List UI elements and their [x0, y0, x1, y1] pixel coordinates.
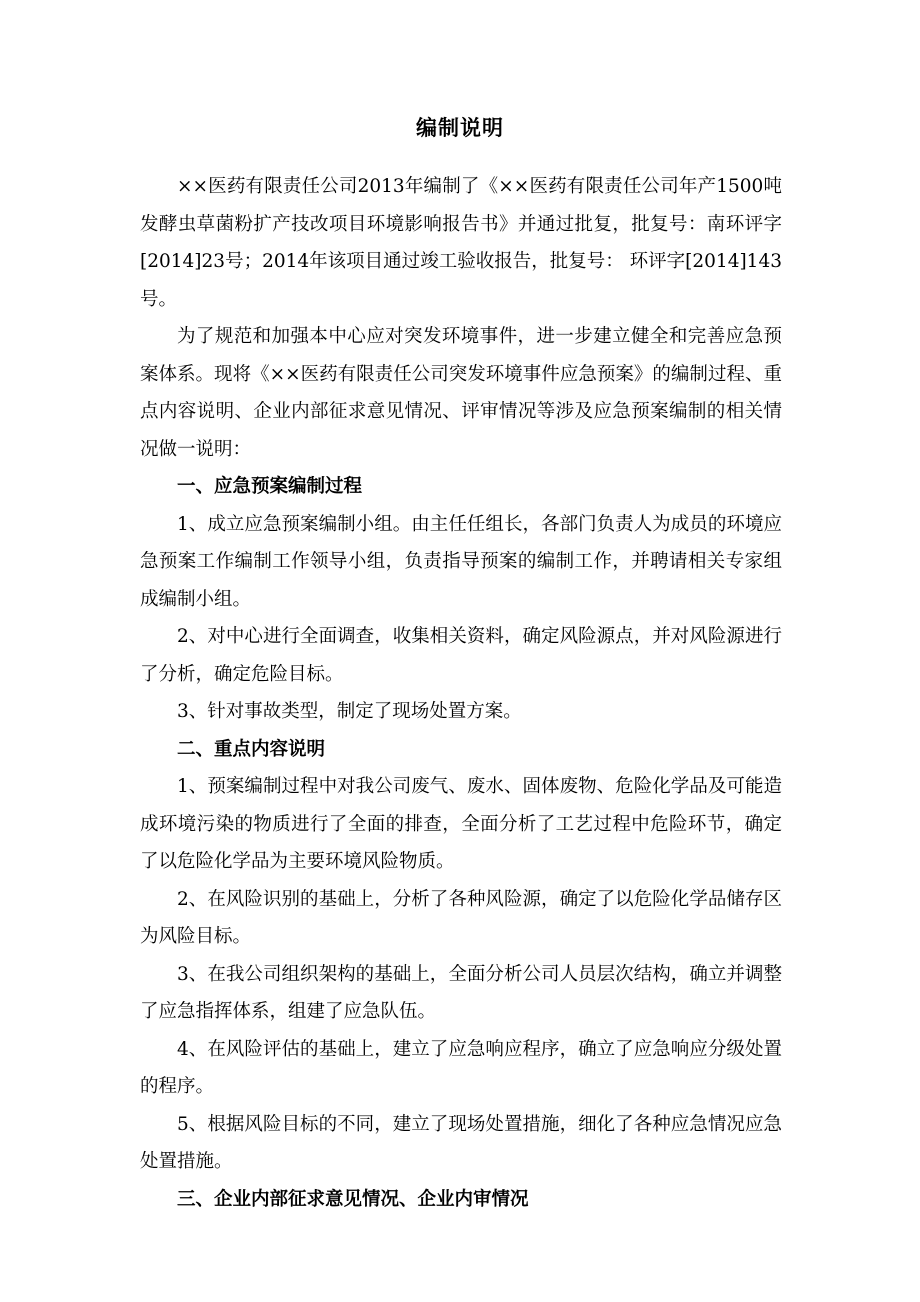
section-2-item-2: 2、在风险识别的基础上，分析了各种风险源，确定了以危险化学品储存区为风险目标。 — [140, 888, 782, 947]
document-body — [140, 168, 782, 1218]
section-2-item-4: 4、在风险评估的基础上，建立了应急响应程序，确立了应急响应分级处置的程序。 — [140, 1038, 782, 1097]
section-2-item-5: 5、根据风险目标的不同，建立了现场处置措施，细化了各种应急情况应急处置措施。 — [140, 1113, 782, 1172]
section-1-heading: 一、应急预案编制过程 — [177, 476, 363, 497]
section-2-item-3: 3、在我公司组织架构的基础上，全面分析公司人员层次结构，确立并调整了应急指挥体系，组建了应急队伍。 — [140, 963, 782, 1022]
section-1-item-3: 3、针对事故类型，制定了现场处置方案。 — [177, 701, 522, 722]
section-3-heading: 三、企业内部征求意见情况、企业内审情况 — [177, 1188, 529, 1210]
section-1-item-2: 2、对中心进行全面调查，收集相关资料，确定风险源点，并对风险源进行了分析，确定危险目标。 — [140, 626, 782, 685]
section-2-heading: 二、重点内容说明 — [177, 738, 326, 760]
intro-paragraph-2: 为了规范和加强本中心应对突发环境事件，进一步建立健全和完善应急预案体系。现将《××医药有限责任公司突发环境事件应急预案》的编制过程、重点内容说明、企业内部征求意见情况、评审情况等涉及应急预案编制的相关情况做一说明： — [140, 326, 782, 460]
document-title: 编制说明 — [416, 115, 504, 140]
section-2-item-1: 1、预案编制过程中对我公司废气、废水、固体废物、危险化学品及可能造成环境污染的物质进行了全面的排查，全面分析了工艺过程中危险环节，确定了以危险化学品为主要环境风险物质。 — [140, 776, 782, 872]
intro-paragraph-1: ××医药有限责任公司2013年编制了《××医药有限责任公司年产1500吨发酵虫草菌粉扩产技改项目环境影响报告书》并通过批复，批复号：南环评字[2014]23号；2014年该项目通过竣工验收报告，批复号： 环评字[2014]143号。 — [140, 176, 782, 310]
section-1-item-1: 1、成立应急预案编制小组。由主任任组长，各部门负责人为成员的环境应急预案工作编制工作领导小组，负责指导预案的编制工作，并聘请相关专家组成编制小组。 — [140, 513, 782, 610]
